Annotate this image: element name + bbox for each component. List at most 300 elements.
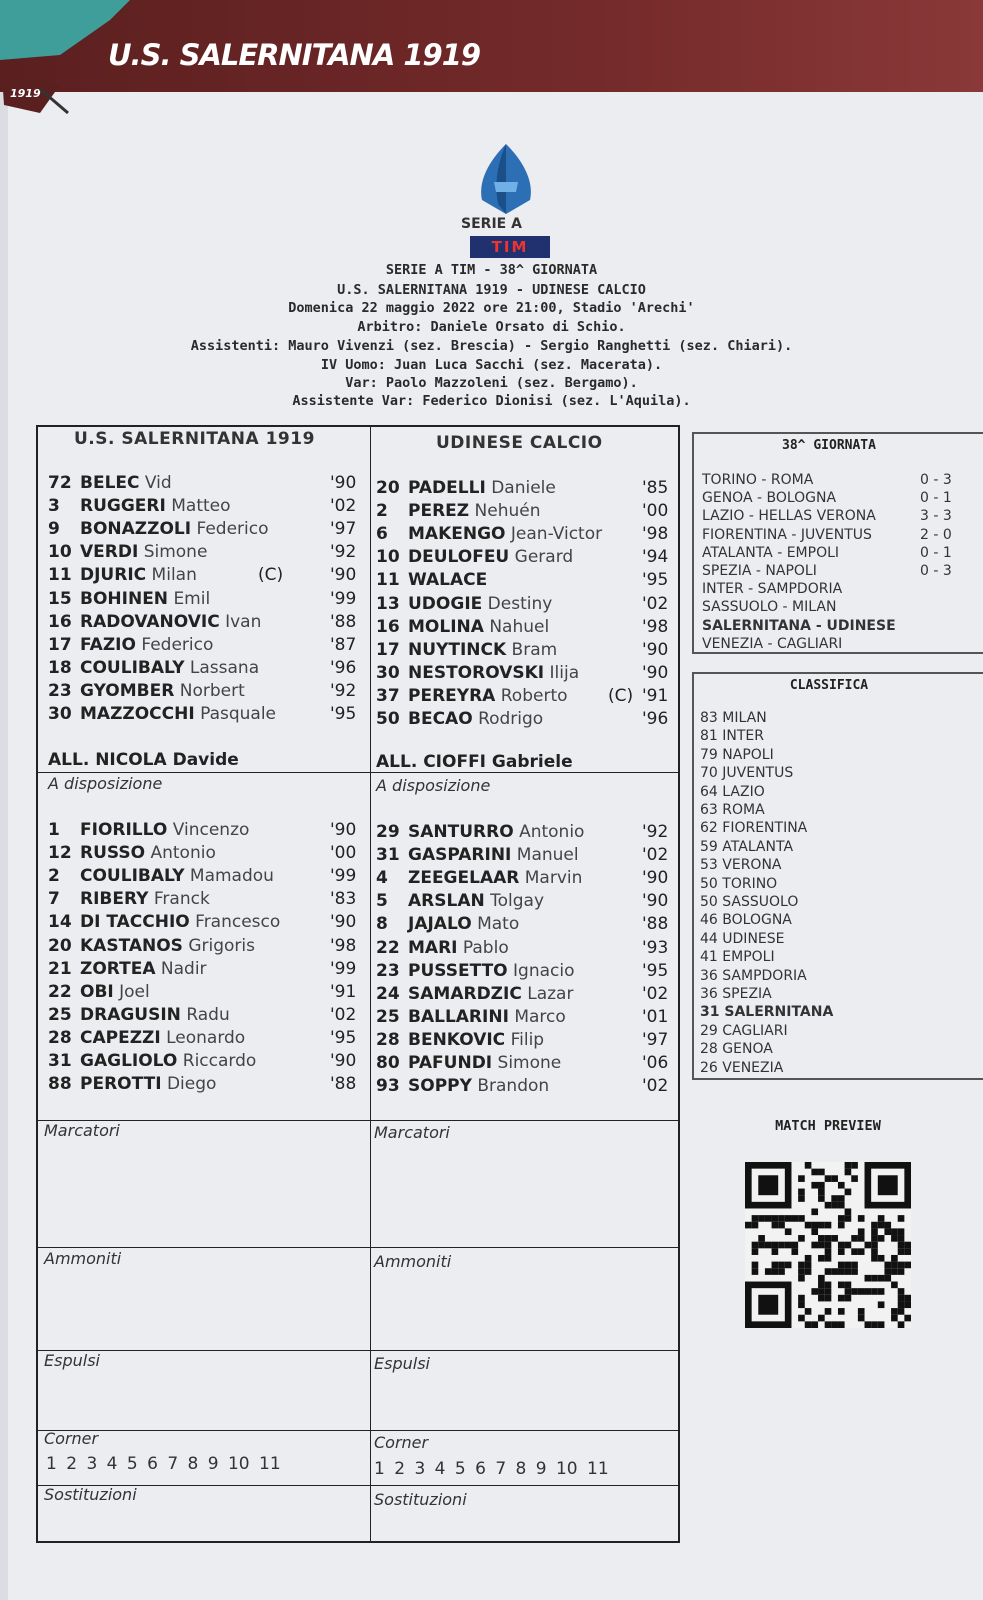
player-birth-year: '93	[642, 937, 669, 958]
player-row	[48, 935, 370, 957]
player-row	[48, 1004, 370, 1026]
standings-row	[700, 1004, 833, 1020]
player-birth-year: '90	[330, 912, 357, 933]
match-teams: ATALANTA - EMPOLI	[702, 544, 840, 561]
match-teams: SPEZIA - NAPOLI	[702, 563, 817, 579]
home-coach: ALL. NICOLA Davide	[48, 750, 239, 770]
player-number: 17	[48, 634, 72, 655]
divider-ammoniti	[38, 1247, 678, 1248]
club-banner	[0, 0, 983, 92]
player-row	[376, 708, 682, 730]
player-first-name: Matteo	[171, 496, 231, 517]
match-score: 3 - 3	[920, 508, 952, 525]
player-first-name: Vincenzo	[172, 820, 250, 840]
standings-points: 62	[700, 820, 718, 837]
player-birth-year: '88	[330, 1074, 357, 1095]
player-first-name: Marvin	[524, 868, 583, 889]
player-row	[376, 867, 682, 889]
player-number: 88	[48, 1074, 72, 1095]
divider-espulsi	[38, 1350, 678, 1351]
player-surname: PEROTTI	[80, 1074, 162, 1095]
player-birth-year: '92	[330, 542, 357, 563]
player-row	[376, 477, 682, 499]
standings-row	[700, 876, 777, 892]
player-birth-year: '91	[642, 685, 669, 706]
standings-team: ATALANTA	[722, 838, 794, 855]
player-number: 11	[48, 565, 72, 586]
standings-box	[692, 672, 983, 1080]
standings-row	[700, 1023, 788, 1039]
player-number: 11	[376, 570, 400, 591]
player-surname: NUYTINCK	[408, 639, 507, 660]
player-birth-year: '00	[642, 501, 669, 522]
player-birth-year: '90	[330, 1051, 357, 1071]
player-number: 23	[48, 680, 72, 701]
player-number: 22	[376, 937, 400, 958]
player-row	[376, 616, 682, 638]
player-row	[48, 1050, 370, 1072]
player-row	[48, 981, 370, 1003]
player-first-name: Bram	[511, 639, 558, 660]
player-first-name: Simone	[497, 1053, 562, 1073]
qr-code-icon[interactable]	[745, 1162, 911, 1328]
player-number: 29	[376, 822, 400, 842]
player-number: 14	[48, 912, 72, 933]
player-number: 24	[376, 983, 400, 1004]
player-surname: JAJALO	[408, 914, 472, 935]
standings-team: BOLOGNA	[722, 912, 792, 929]
player-row	[48, 865, 370, 887]
player-surname: RIBERY	[80, 889, 149, 910]
player-surname: BONAZZOLI	[80, 519, 192, 540]
standings-row	[700, 931, 785, 947]
match-row	[702, 563, 952, 579]
player-row	[48, 634, 370, 656]
standings-team: GENOA	[722, 1041, 773, 1058]
player-surname: FAZIO	[80, 634, 136, 655]
standings-points: 83	[700, 710, 718, 726]
player-birth-year: '90	[642, 868, 669, 889]
player-number: 21	[48, 958, 72, 979]
standings-team: CAGLIARI	[722, 1022, 788, 1039]
player-number: 72	[48, 473, 72, 493]
match-teams: GENOA - BOLOGNA	[702, 490, 837, 507]
player-first-name: Grigoris	[188, 935, 255, 956]
match-row	[702, 526, 952, 543]
player-number: 23	[376, 960, 400, 981]
standings-row	[700, 912, 792, 928]
player-surname: BELEC	[80, 473, 140, 493]
serie-a-logo-icon	[468, 142, 544, 222]
player-birth-year: '02	[642, 593, 669, 614]
player-first-name: Franck	[153, 889, 210, 910]
match-row	[702, 490, 952, 507]
standings-row	[700, 820, 807, 836]
player-number: 18	[48, 657, 72, 678]
standings-row	[700, 839, 793, 855]
player-surname: BOHINEN	[80, 588, 169, 609]
player-first-name: Lazar	[527, 983, 574, 1004]
home-team-header: U.S. SALERNITANA 1919	[74, 429, 315, 449]
serie-a-label: SERIE A	[461, 216, 522, 232]
player-surname: CAPEZZI	[80, 1027, 161, 1048]
player-first-name: Simone	[143, 542, 208, 563]
player-number: 25	[48, 1004, 72, 1025]
standings-points: 64	[700, 783, 718, 800]
player-first-name: Ignacio	[513, 960, 575, 981]
header-match: U.S. SALERNITANA 1919 - UDINESE CALCIO	[337, 282, 646, 298]
player-first-name: Manuel	[516, 845, 579, 866]
player-number: 10	[48, 542, 72, 563]
standings-team: VERONA	[722, 857, 782, 874]
standings-row	[700, 857, 782, 873]
player-number: 16	[376, 616, 400, 637]
player-number: 37	[376, 685, 400, 706]
player-surname: SANTURRO	[408, 822, 514, 842]
player-birth-year: '02	[330, 1004, 357, 1025]
home-corner-label: Corner	[44, 1429, 99, 1448]
player-number: 22	[48, 981, 72, 1002]
player-first-name: Francesco	[195, 912, 281, 933]
player-first-name: Riccardo	[182, 1051, 257, 1071]
player-birth-year: '01	[642, 1006, 669, 1027]
standings-points: 81	[700, 728, 718, 745]
round-title: 38^ GIORNATA	[782, 438, 876, 453]
player-first-name: Ivan	[225, 611, 262, 632]
club-crest-icon	[0, 35, 70, 115]
player-row	[376, 500, 682, 522]
player-row	[48, 911, 370, 933]
player-number: 5	[376, 891, 388, 912]
player-number: 13	[376, 593, 400, 614]
player-first-name: Gerard	[514, 547, 574, 568]
divider-marcatori	[38, 1120, 678, 1121]
player-first-name: Federico	[141, 634, 214, 655]
player-birth-year: '95	[642, 960, 669, 981]
player-birth-year: '91	[330, 981, 357, 1002]
standings-team: SPEZIA	[722, 986, 772, 1002]
match-row	[702, 472, 952, 488]
column-divider	[370, 427, 371, 1541]
away-sostituzioni-label: Sostituzioni	[374, 1490, 467, 1509]
player-first-name: Pasquale	[200, 704, 277, 724]
player-surname: GAGLIOLO	[80, 1051, 178, 1071]
player-birth-year: '90	[642, 662, 669, 683]
player-row	[48, 657, 370, 679]
player-birth-year: '94	[642, 547, 669, 568]
standings-points: 70	[700, 765, 718, 782]
player-birth-year: '92	[642, 822, 669, 842]
player-birth-year: '87	[330, 634, 357, 655]
player-surname: ZORTEA	[80, 958, 156, 979]
player-row	[376, 821, 682, 843]
player-surname: BECAO	[408, 709, 473, 729]
player-first-name: Antonio	[519, 822, 585, 842]
player-first-name: Joel	[119, 981, 150, 1002]
player-number: 15	[48, 588, 72, 609]
player-first-name: Marco	[514, 1006, 566, 1027]
player-surname: BALLARINI	[408, 1006, 509, 1027]
player-row	[376, 546, 682, 568]
standings-row	[700, 802, 765, 818]
standings-team: EMPOLI	[722, 949, 775, 966]
player-first-name: Radu	[186, 1004, 230, 1025]
player-first-name: Emil	[173, 588, 211, 609]
player-first-name: Antonio	[150, 843, 216, 864]
player-number: 17	[376, 639, 400, 660]
player-row	[376, 593, 682, 615]
player-row	[376, 1029, 682, 1051]
player-row	[48, 888, 370, 910]
standings-row	[700, 1060, 783, 1076]
player-surname: SOPPY	[408, 1076, 472, 1097]
player-number: 28	[376, 1029, 400, 1050]
standings-row	[700, 968, 807, 984]
player-first-name: Tolgay	[490, 891, 545, 912]
player-birth-year: '83	[330, 889, 357, 910]
match-score: 0 - 1	[920, 544, 952, 561]
player-birth-year: '98	[330, 935, 357, 956]
match-teams: VENEZIA - CAGLIARI	[702, 635, 843, 652]
player-first-name: Nadir	[160, 958, 207, 979]
away-team-header: UDINESE CALCIO	[436, 433, 603, 453]
match-row	[702, 581, 842, 597]
match-teams: INTER - SAMPDORIA	[702, 581, 843, 598]
player-row	[376, 960, 682, 982]
standings-points: 50	[700, 894, 718, 910]
home-ammoniti-label: Ammoniti	[44, 1249, 122, 1268]
player-number: 50	[376, 709, 400, 729]
player-surname: KASTANOS	[80, 935, 183, 956]
player-birth-year: '96	[330, 657, 357, 678]
player-surname: FIORILLO	[80, 820, 168, 840]
player-birth-year: '92	[330, 680, 357, 701]
standings-points: 46	[700, 912, 718, 929]
player-birth-year: '99	[330, 958, 357, 979]
standings-team: NAPOLI	[722, 746, 774, 763]
player-birth-year: '99	[330, 866, 357, 887]
player-row	[376, 685, 682, 707]
standings-team: SASSUOLO	[722, 894, 799, 910]
player-first-name: Destiny	[487, 593, 553, 614]
player-birth-year: '88	[642, 914, 669, 935]
player-row	[376, 1006, 682, 1028]
player-birth-year: '95	[330, 1027, 357, 1048]
player-row	[376, 844, 682, 866]
standings-points: 44	[700, 930, 718, 947]
player-surname: GASPARINI	[408, 845, 512, 866]
player-surname: OBI	[80, 981, 114, 1002]
player-row	[376, 662, 682, 684]
player-surname: UDOGIE	[408, 593, 483, 614]
header-round: SERIE A TIM - 38^ GIORNATA	[385, 262, 598, 278]
standings-points: 29	[700, 1022, 718, 1039]
match-teams: LAZIO - HELLAS VERONA	[702, 508, 876, 525]
standings-team: ROMA	[722, 802, 765, 818]
player-surname: MARI	[408, 937, 458, 958]
player-surname: WALACE	[408, 570, 488, 591]
player-number: 20	[48, 935, 72, 956]
player-birth-year: '02	[642, 1076, 669, 1097]
player-surname: COULIBALY	[80, 866, 185, 887]
player-birth-year: '90	[330, 473, 357, 493]
player-birth-year: '90	[330, 820, 357, 840]
standings-points: 41	[700, 949, 718, 966]
home-marcatori-label: Marcatori	[44, 1121, 120, 1140]
standings-points: 28	[700, 1041, 718, 1058]
match-row	[702, 544, 952, 561]
player-row	[48, 611, 370, 633]
player-number: 2	[376, 501, 388, 522]
player-number: 4	[376, 868, 388, 889]
player-first-name: Mato	[477, 914, 520, 935]
player-row	[48, 541, 370, 563]
player-birth-year: '98	[642, 616, 669, 637]
player-number: 25	[376, 1006, 400, 1027]
player-surname: MOLINA	[408, 616, 484, 637]
standings-row	[700, 765, 793, 781]
away-corner-label: Corner	[374, 1433, 429, 1452]
player-first-name: Nehuén	[474, 501, 541, 522]
match-score: 0 - 3	[920, 472, 952, 488]
player-row	[376, 890, 682, 912]
player-first-name: Federico	[196, 519, 269, 540]
standings-row	[700, 894, 798, 910]
player-row	[48, 703, 370, 725]
player-number: 3	[48, 496, 60, 517]
player-first-name: Jean-Victor	[510, 524, 603, 545]
player-surname: SAMARDZIC	[408, 983, 522, 1004]
crest-text: 1919	[10, 87, 41, 100]
player-number: 93	[376, 1076, 400, 1097]
standings-points: 31	[700, 1004, 720, 1021]
match-teams: SALERNITANA - UDINESE	[702, 617, 896, 634]
player-first-name: Vid	[144, 473, 172, 493]
player-row	[48, 842, 370, 864]
away-espulsi-label: Espulsi	[374, 1354, 430, 1373]
tim-sponsor-badge: TIM	[470, 236, 550, 258]
player-number: 16	[48, 611, 72, 632]
player-row	[376, 913, 682, 935]
player-birth-year: '95	[642, 570, 669, 591]
standings-points: 59	[700, 838, 718, 855]
standings-team: MILAN	[722, 710, 767, 726]
header-referee: Arbitro: Daniele Orsato di Schio.	[357, 319, 626, 335]
standings-points: 36	[700, 967, 718, 984]
standings-team: TORINO	[722, 875, 778, 892]
match-score: 0 - 1	[920, 490, 952, 507]
player-number: 10	[376, 547, 400, 568]
player-number: 8	[376, 914, 388, 935]
player-birth-year: '98	[642, 524, 669, 545]
player-surname: DI TACCHIO	[80, 912, 190, 933]
player-birth-year: '97	[330, 519, 357, 540]
player-number: 30	[376, 662, 400, 683]
standings-row	[700, 728, 764, 744]
player-number: 2	[48, 866, 60, 887]
player-surname: DJURIC	[80, 565, 147, 586]
away-coach: ALL. CIOFFI Gabriele	[376, 752, 573, 772]
standings-team: SAMPDORIA	[722, 967, 807, 984]
player-row	[376, 569, 682, 591]
player-surname: ARSLAN	[408, 891, 485, 912]
home-bench-label: A disposizione	[48, 774, 163, 793]
match-score: 0 - 3	[920, 563, 952, 579]
standings-points: 50	[700, 875, 718, 892]
player-surname: RUGGERI	[80, 496, 166, 517]
player-row	[376, 1052, 682, 1074]
header-var: Var: Paolo Mazzoleni (sez. Bergamo).	[345, 375, 638, 391]
player-row	[376, 639, 682, 661]
player-number: 9	[48, 519, 60, 540]
player-first-name: Lassana	[189, 657, 260, 678]
divider-corner	[38, 1430, 678, 1431]
player-number: 1	[48, 820, 60, 840]
player-number: 20	[376, 478, 400, 498]
player-row	[48, 958, 370, 980]
player-row	[48, 472, 370, 494]
player-birth-year: '02	[642, 983, 669, 1004]
player-number: 31	[48, 1051, 72, 1071]
standings-team: JUVENTUS	[722, 765, 794, 782]
standings-team: SALERNITANA	[724, 1004, 834, 1021]
standings-row	[700, 1041, 773, 1057]
player-birth-year: '97	[642, 1029, 669, 1050]
player-row	[48, 1073, 370, 1095]
standings-team: INTER	[722, 728, 765, 745]
standings-team: LAZIO	[722, 783, 765, 800]
player-first-name: Mamadou	[189, 866, 274, 887]
standings-row	[700, 710, 767, 726]
away-ammoniti-label: Ammoniti	[374, 1252, 452, 1271]
player-surname: ZEEGELAAR	[408, 868, 520, 889]
player-number: 7	[48, 889, 60, 910]
standings-row	[700, 949, 775, 965]
home-sostituzioni-label: Sostituzioni	[44, 1485, 137, 1504]
standings-points: 79	[700, 746, 718, 763]
captain-badge: (C)	[258, 565, 284, 586]
player-surname: PEREYRA	[408, 685, 496, 706]
player-surname: PUSSETTO	[408, 960, 508, 981]
banner-title: U.S. SALERNITANA 1919	[108, 38, 481, 72]
match-teams: SASSUOLO - MILAN	[702, 599, 837, 616]
player-first-name: Leonardo	[166, 1027, 246, 1048]
player-first-name: Rodrigo	[478, 709, 544, 729]
player-number: 80	[376, 1053, 400, 1073]
player-birth-year: '90	[330, 565, 357, 586]
standings-points: 26	[700, 1059, 718, 1076]
player-surname: MAKENGO	[408, 524, 506, 545]
player-birth-year: '99	[330, 588, 357, 609]
standings-team: UDINESE	[722, 930, 785, 947]
match-row	[702, 618, 896, 634]
match-row	[702, 599, 836, 615]
player-birth-year: '90	[642, 891, 669, 912]
player-birth-year: '02	[330, 496, 357, 517]
standings-points: 53	[700, 857, 718, 874]
standings-team: VENEZIA	[722, 1059, 784, 1076]
standings-points: 36	[700, 986, 718, 1002]
home-espulsi-label: Espulsi	[44, 1351, 100, 1370]
player-birth-year: '02	[642, 845, 669, 866]
player-row	[48, 564, 370, 586]
player-row	[376, 523, 682, 545]
player-number: 31	[376, 845, 400, 866]
player-surname: GYOMBER	[80, 680, 175, 701]
home-corner-numbers: 1 2 3 4 5 6 7 8 9 10 11	[46, 1454, 281, 1474]
player-first-name: Nahuel	[489, 616, 550, 637]
player-birth-year: '88	[330, 611, 357, 632]
